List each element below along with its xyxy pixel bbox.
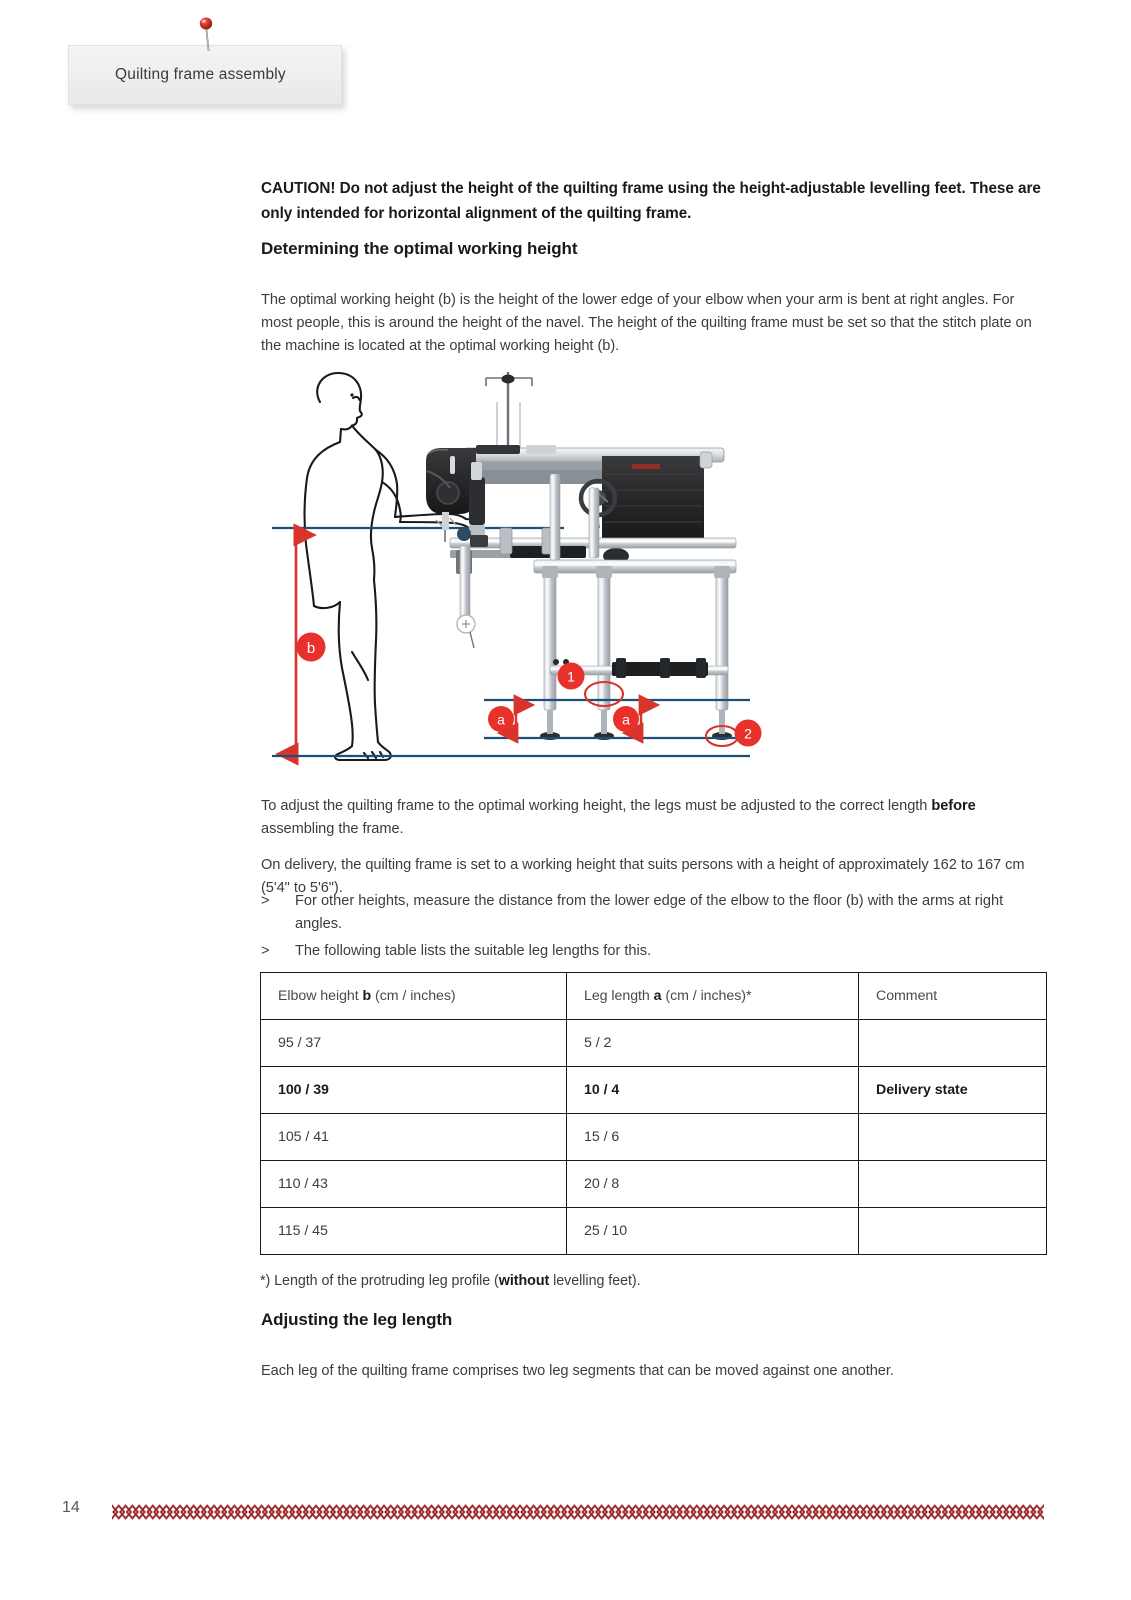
- list-item-label: The following table lists the suitable leg lengths for this.: [295, 943, 652, 959]
- leg-length-table: [260, 972, 1047, 1255]
- heading-determining-working-height: Determining the optimal working height: [261, 239, 578, 258]
- column-header-leg-length: Leg length a (cm / inches)*: [567, 973, 859, 1020]
- table-row: [261, 1161, 1047, 1208]
- callout-badge-a-left-label: a: [497, 711, 505, 728]
- footer-diamond-ornament-icon: [112, 1502, 1044, 1522]
- to-adjust-emphasis: before: [931, 797, 976, 814]
- callout-badge-1-label: 1: [567, 668, 575, 685]
- table-row: [261, 1114, 1047, 1161]
- cell-leg-length: 5 / 2: [567, 1020, 859, 1067]
- table-row: [261, 1020, 1047, 1067]
- list-item-label: For other heights, measure the distance from the lower edge of the elbow to the floor (b) with the arms at right angles.: [295, 893, 1004, 933]
- cell-leg-length: 10 / 4: [567, 1067, 859, 1114]
- list-item: [261, 890, 1047, 936]
- cell-comment: [859, 1161, 1047, 1208]
- cell-elbow-height: 110 / 43: [261, 1161, 567, 1208]
- cell-leg-length: 15 / 6: [567, 1114, 859, 1161]
- table-footnote: *) Length of the protruding leg profile (without levelling feet).: [260, 1273, 641, 1290]
- paragraph-on-delivery: On delivery, the quilting frame is set to a working height that suits persons with a height of approximately 162 to 167 cm (5'4" to 5'6").: [261, 856, 1025, 896]
- bullet-marker-icon: >: [261, 893, 270, 909]
- cell-elbow-height: 95 / 37: [261, 1020, 567, 1067]
- bullet-marker-icon: >: [261, 943, 270, 959]
- table-header-row: [261, 973, 1047, 1020]
- table-row: [261, 1208, 1047, 1255]
- to-adjust-text-part2: assembling the frame.: [261, 820, 404, 837]
- control-panel: [602, 456, 704, 546]
- cell-comment: Delivery state: [859, 1067, 1047, 1114]
- cell-elbow-height: 115 / 45: [261, 1208, 567, 1255]
- list-item: [261, 940, 1047, 963]
- table-row: [261, 1067, 1047, 1114]
- pushpin-icon: [192, 4, 220, 56]
- thread-stand: [486, 372, 532, 450]
- cell-leg-length: 25 / 10: [567, 1208, 859, 1255]
- callout-badge-a-right-label: a: [622, 711, 630, 728]
- frame-leg-left: [544, 574, 556, 710]
- quilting-frame-working-height-diagram: [264, 362, 764, 774]
- paragraph-each-leg: Each leg of the quilting frame comprises two leg segments that can be moved against one another.: [261, 1362, 894, 1379]
- chapter-tab-label: Quilting frame assembly: [115, 66, 286, 83]
- paragraph-to-adjust: [261, 795, 1047, 841]
- column-header-elbow-height: Elbow height b (cm / inches): [261, 973, 567, 1020]
- cell-comment: [859, 1208, 1047, 1255]
- callout-badge-b-label: b: [306, 640, 316, 657]
- page-number: 14: [62, 1499, 80, 1516]
- cell-elbow-height: 100 / 39: [261, 1067, 567, 1114]
- cell-comment: [859, 1114, 1047, 1161]
- human-figure-outline: [305, 373, 481, 760]
- cell-leg-length: 20 / 8: [567, 1161, 859, 1208]
- paragraph-optimal-working-height: The optimal working height (b) is the height of the lower edge of your elbow when your arm is bent at right angles. For most people, this is around the height of the navel. The height of the quilting frame must be set so that the stitch plate on the machine is located at the optimal working height (b).: [261, 291, 1032, 354]
- callout-badge-2-label: 2: [744, 725, 752, 742]
- heading-adjusting-leg-length: Adjusting the leg length: [261, 1310, 453, 1329]
- to-adjust-text-part1: To adjust the quilting frame to the optimal working height, the legs must be adjusted to the correct length: [261, 797, 932, 814]
- frame-leg-middle: [598, 574, 610, 710]
- caution-notice: CAUTION! Do not adjust the height of the quilting frame using the height-adjustable levelling feet. These are only intended for horizontal alignment of the quilting frame.: [261, 180, 1041, 223]
- cell-comment: [859, 1020, 1047, 1067]
- column-header-comment: Comment: [859, 973, 1047, 1020]
- cell-elbow-height: 105 / 41: [261, 1114, 567, 1161]
- frame-leg-right: [716, 574, 728, 710]
